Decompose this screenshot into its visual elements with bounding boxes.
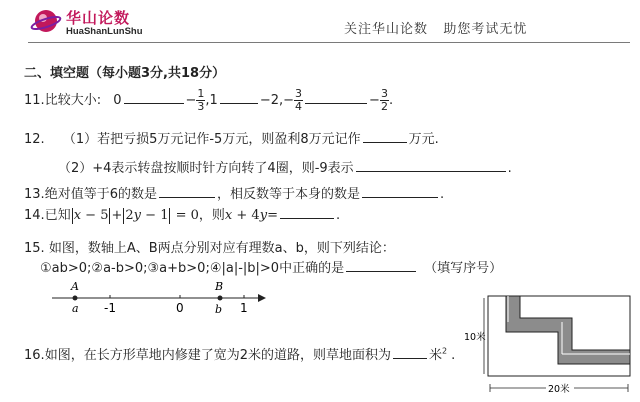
question-13 — [24, 183, 444, 202]
page-header — [0, 0, 640, 44]
q12-part2-text: （2）+4表示转盘按顺时针方向转了4圈，则-9表示 — [58, 161, 354, 176]
label-zero: 0 — [176, 301, 184, 315]
q12-part2-end: . — [507, 161, 512, 176]
q11-comma-2: , — [279, 93, 284, 108]
q16-number: 16. — [24, 348, 45, 363]
q11-blank-1[interactable] — [124, 91, 184, 104]
q11-text: 比较大小: — [44, 93, 102, 108]
number-line-arrow-icon — [258, 294, 266, 302]
brand-name-en: HuaShanLunShu — [66, 26, 143, 37]
label-A: A — [71, 280, 79, 293]
question-15-line-1 — [24, 237, 395, 256]
q13-end: . — [439, 187, 445, 202]
label-one: 1 — [240, 301, 248, 315]
q14-eq: = 0 — [171, 208, 199, 223]
section-title: 二、填空题（每小题3分,共18分） — [24, 66, 226, 81]
q13-number: 13. — [24, 187, 45, 202]
q12-number: 12. — [24, 132, 45, 147]
q14-eq-sign: = — [267, 208, 278, 223]
question-12-part-1 — [24, 128, 439, 147]
q14-var-x: x — [73, 208, 82, 223]
q14-minus1: − 1 — [141, 208, 169, 223]
q13-text-b: ，相反数等于本身的数是 — [216, 187, 360, 202]
q14-text-a: 已知 — [44, 208, 71, 223]
q16-unit-power: 2 — [441, 346, 448, 356]
question-11 — [24, 87, 393, 115]
label-a: a — [72, 302, 79, 315]
q13-blank-1[interactable] — [159, 185, 215, 198]
question-14 — [24, 205, 340, 227]
question-15-line-2 — [40, 257, 502, 276]
q14-var-y: y — [133, 208, 142, 223]
q11-frac-1: $\frac{1}{3}$ — [197, 87, 205, 113]
q14-number: 14. — [24, 208, 45, 223]
brand-name: 华山论数 — [66, 9, 131, 27]
q11-zero: 0 — [113, 93, 122, 108]
q12-blank-1[interactable] — [363, 130, 407, 143]
q11-neg2: −2 — [259, 93, 279, 108]
point-a-marker — [73, 296, 78, 301]
label-B: B — [215, 280, 224, 293]
figure-height-label: 10米 — [464, 332, 486, 343]
question-12-part-2 — [58, 157, 512, 176]
q11-frac-3: $\frac{3}{2}$ — [380, 87, 388, 113]
point-b-marker — [218, 296, 223, 301]
q11-number: 11. — [24, 93, 45, 108]
q11-minus-3: − — [369, 93, 380, 108]
q14-two: 2 — [125, 208, 134, 223]
q13-blank-2[interactable] — [362, 185, 438, 198]
q14-abs-bar — [72, 208, 73, 224]
q12-blank-2[interactable] — [356, 159, 506, 172]
header-divider — [28, 42, 630, 43]
q11-one: 1 — [209, 93, 218, 108]
q16-text: 如图，在长方形草地内修建了宽为2米的道路，则草地面积为 — [44, 348, 391, 363]
q11-blank-2[interactable] — [220, 91, 258, 104]
q11-frac-2: $\frac{3}{4}$ — [295, 87, 303, 113]
q11-minus-2: − — [283, 93, 295, 108]
q11-comma-1: , — [205, 93, 210, 108]
q14-end: . — [335, 208, 341, 223]
q16-end: . — [451, 348, 456, 363]
q11-minus-1: − — [185, 93, 197, 108]
q12-part1-end: 万元. — [408, 132, 439, 147]
q15-number: 15. — [24, 241, 45, 256]
question-16 — [24, 344, 455, 363]
q15-text-end: （填写序号） — [424, 261, 503, 276]
q11-blank-3[interactable] — [305, 91, 367, 104]
q14-var-y2: y — [259, 208, 268, 223]
q14-minus5: − 5 — [81, 208, 109, 223]
header-slogan: 关注华山论数 助您考试无忧 — [344, 22, 528, 37]
q16-blank[interactable] — [393, 346, 427, 359]
q13-text-a: 绝对值等于6的数是 — [44, 187, 157, 202]
label-b: b — [215, 303, 223, 316]
figure-width-label: 20米 — [548, 384, 570, 395]
q14-plus4: + 4 — [232, 208, 260, 223]
q14-then: ，则 — [198, 208, 225, 223]
q14-blank[interactable] — [280, 206, 334, 219]
q11-period: . — [388, 93, 394, 108]
q15-blank[interactable] — [346, 259, 416, 272]
number-line — [50, 278, 270, 320]
q15-text-b: ①ab>0;②a-b>0;③a+b>0;④|a|-|b|>0中正确的是 — [40, 261, 345, 276]
q12-part1-text: （1）若把亏损5万元记作-5万元，则盈利8万元记作 — [62, 132, 361, 147]
q16-unit: 米 — [428, 348, 442, 363]
brand-logo-icon — [30, 5, 62, 37]
field-figure — [462, 292, 636, 400]
q14-var-x2: x — [224, 208, 233, 223]
label-neg1: -1 — [104, 301, 116, 315]
q15-text-a: 如图，数轴上A、B两点分别对应有理数a、b，则下列结论： — [48, 241, 395, 256]
q14-plus: + — [111, 208, 123, 223]
